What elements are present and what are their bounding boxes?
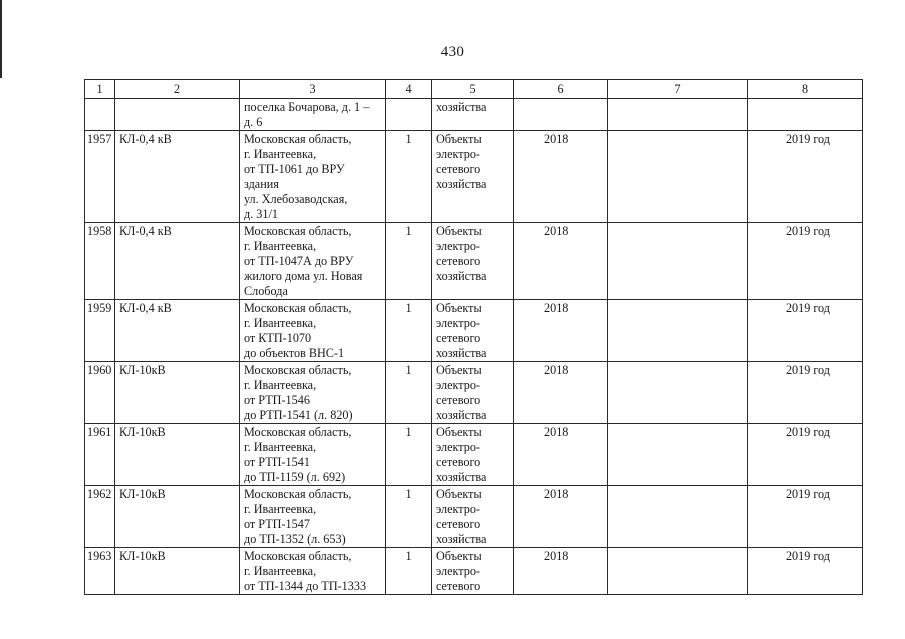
header-col-2: 2	[115, 80, 240, 99]
location-line: от ТП-1047А до ВРУ	[244, 254, 354, 268]
cell-category	[432, 548, 514, 595]
location-line: поселка Бочарова, д. 1 –	[244, 100, 370, 114]
category-line: Объекты	[436, 425, 482, 439]
location-line: Московская область,	[244, 301, 352, 315]
cell-col7	[608, 362, 748, 424]
cell-type: КЛ-10кВ	[115, 424, 240, 486]
cell-year-built: 2018	[514, 362, 608, 424]
cell-year-built	[514, 99, 608, 131]
header-col-4: 4	[386, 80, 432, 99]
cell-location	[240, 548, 386, 595]
cell-qty: 1	[386, 424, 432, 486]
location-line: до ТП-1352 (л. 653)	[244, 532, 346, 546]
cell-year-built: 2018	[514, 131, 608, 223]
header-col-6: 6	[514, 80, 608, 99]
location-line: от ТП-1061 до ВРУ	[244, 162, 345, 176]
cell-year-built: 2018	[514, 486, 608, 548]
cell-location	[240, 223, 386, 300]
category-line: хозяйства	[436, 346, 487, 360]
location-line: от КТП-1070	[244, 331, 312, 345]
location-line: от ТП-1344 до ТП-1333	[244, 579, 367, 593]
location-line: от РТП-1547	[244, 517, 310, 531]
cell-year-built: 2018	[514, 300, 608, 362]
category-line: Объекты	[436, 301, 482, 315]
registry-body	[85, 99, 863, 595]
cell-col7	[608, 300, 748, 362]
location-line: Московская область,	[244, 363, 352, 377]
cell-no: 1962	[85, 486, 115, 548]
category-line: Объекты	[436, 224, 482, 238]
category-line: хозяйства	[436, 100, 487, 114]
registry-table	[84, 79, 863, 595]
cell-category	[432, 99, 514, 131]
cell-type: КЛ-0,4 кВ	[115, 131, 240, 223]
cell-type: КЛ-10кВ	[115, 362, 240, 424]
location-line: до объектов ВНС-1	[244, 346, 345, 360]
cell-col7	[608, 548, 748, 595]
table-row	[85, 300, 863, 362]
cell-type: КЛ-0,4 кВ	[115, 300, 240, 362]
location-line: здания	[244, 177, 279, 191]
location-line: д. 6	[244, 115, 263, 129]
location-line: г. Ивантеевка,	[244, 440, 317, 454]
category-line: Объекты	[436, 132, 482, 146]
page-number: 430	[440, 44, 465, 60]
cell-type: КЛ-0,4 кВ	[115, 223, 240, 300]
location-line: Московская область,	[244, 487, 352, 501]
cell-col7	[608, 424, 748, 486]
cell-year-built: 2018	[514, 424, 608, 486]
location-line: г. Ивантеевка,	[244, 147, 317, 161]
location-line: жилого дома ул. Новая	[244, 269, 363, 283]
location-line: Московская область,	[244, 132, 352, 146]
category-line: Объекты	[436, 549, 482, 563]
category-line: сетевого	[436, 455, 481, 469]
continuation-row	[85, 99, 863, 131]
table-row	[85, 486, 863, 548]
cell-qty: 1	[386, 131, 432, 223]
cell-location	[240, 424, 386, 486]
location-line: г. Ивантеевка,	[244, 564, 317, 578]
category-line: сетевого	[436, 162, 481, 176]
cell-no: 1958	[85, 223, 115, 300]
cell-col7	[608, 486, 748, 548]
cell-category	[432, 300, 514, 362]
location-line: от РТП-1546	[244, 393, 310, 407]
cell-location	[240, 99, 386, 131]
cell-year-transfer: 2019 год	[748, 300, 863, 362]
cell-type: КЛ-10кВ	[115, 548, 240, 595]
category-line: Объекты	[436, 487, 482, 501]
location-line: Слобода	[244, 284, 288, 298]
header-col-7: 7	[608, 80, 748, 99]
location-line: г. Ивантеевка,	[244, 316, 317, 330]
cell-category	[432, 131, 514, 223]
location-line: до РТП-1541 (л. 820)	[244, 408, 353, 422]
header-col-1: 1	[85, 80, 115, 99]
category-line: электро-	[436, 502, 480, 516]
cell-year-transfer: 2019 год	[748, 486, 863, 548]
cell-type	[115, 99, 240, 131]
category-line: Объекты	[436, 363, 482, 377]
cell-qty: 1	[386, 548, 432, 595]
location-line: ул. Хлебозаводская,	[244, 192, 348, 206]
cell-no	[85, 99, 115, 131]
cell-location	[240, 300, 386, 362]
cell-location	[240, 362, 386, 424]
cell-qty	[386, 99, 432, 131]
category-line: хозяйства	[436, 408, 487, 422]
category-line: сетевого	[436, 254, 481, 268]
location-line: Московская область,	[244, 425, 352, 439]
location-line: г. Ивантеевка,	[244, 239, 317, 253]
header-col-5: 5	[432, 80, 514, 99]
cell-col7	[608, 131, 748, 223]
category-line: сетевого	[436, 331, 481, 345]
cell-col7	[608, 99, 748, 131]
header-row	[85, 80, 863, 99]
cell-year-transfer: 2019 год	[748, 131, 863, 223]
cell-no: 1961	[85, 424, 115, 486]
category-line: сетевого	[436, 393, 481, 407]
table-row	[85, 548, 863, 595]
header-col-8: 8	[748, 80, 863, 99]
cell-year-built: 2018	[514, 223, 608, 300]
category-line: сетевого	[436, 579, 481, 593]
category-line: электро-	[436, 378, 480, 392]
cell-year-transfer: 2019 год	[748, 424, 863, 486]
cell-year-transfer: 2019 год	[748, 223, 863, 300]
category-line: электро-	[436, 316, 480, 330]
cell-qty: 1	[386, 223, 432, 300]
cell-location	[240, 131, 386, 223]
cell-col7	[608, 223, 748, 300]
cell-location	[240, 486, 386, 548]
category-line: хозяйства	[436, 177, 487, 191]
cell-qty: 1	[386, 362, 432, 424]
cell-type: КЛ-10кВ	[115, 486, 240, 548]
location-line: д. 31/1	[244, 207, 278, 221]
cell-no: 1963	[85, 548, 115, 595]
cell-no: 1957	[85, 131, 115, 223]
cell-year-built: 2018	[514, 548, 608, 595]
category-line: хозяйства	[436, 532, 487, 546]
category-line: электро-	[436, 239, 480, 253]
table-row	[85, 223, 863, 300]
category-line: хозяйства	[436, 470, 487, 484]
cell-qty: 1	[386, 300, 432, 362]
category-line: электро-	[436, 440, 480, 454]
cell-year-transfer: 2019 год	[748, 362, 863, 424]
table-row	[85, 424, 863, 486]
cell-category	[432, 223, 514, 300]
category-line: хозяйства	[436, 269, 487, 283]
category-line: сетевого	[436, 517, 481, 531]
location-line: Московская область,	[244, 549, 352, 563]
cell-no: 1960	[85, 362, 115, 424]
category-line: электро-	[436, 147, 480, 161]
location-line: до ТП-1159 (л. 692)	[244, 470, 346, 484]
cell-category	[432, 424, 514, 486]
location-line: от РТП-1541	[244, 455, 310, 469]
cell-year-transfer	[748, 99, 863, 131]
table-row	[85, 362, 863, 424]
cell-no: 1959	[85, 300, 115, 362]
location-line: Московская область,	[244, 224, 352, 238]
location-line: г. Ивантеевка,	[244, 378, 317, 392]
category-line: электро-	[436, 564, 480, 578]
cell-qty: 1	[386, 486, 432, 548]
location-line: г. Ивантеевка,	[244, 502, 317, 516]
table-row	[85, 131, 863, 223]
header-col-3: 3	[240, 80, 386, 99]
scan-edge-mark	[0, 0, 2, 78]
cell-year-transfer: 2019 год	[748, 548, 863, 595]
cell-category	[432, 362, 514, 424]
cell-category	[432, 486, 514, 548]
